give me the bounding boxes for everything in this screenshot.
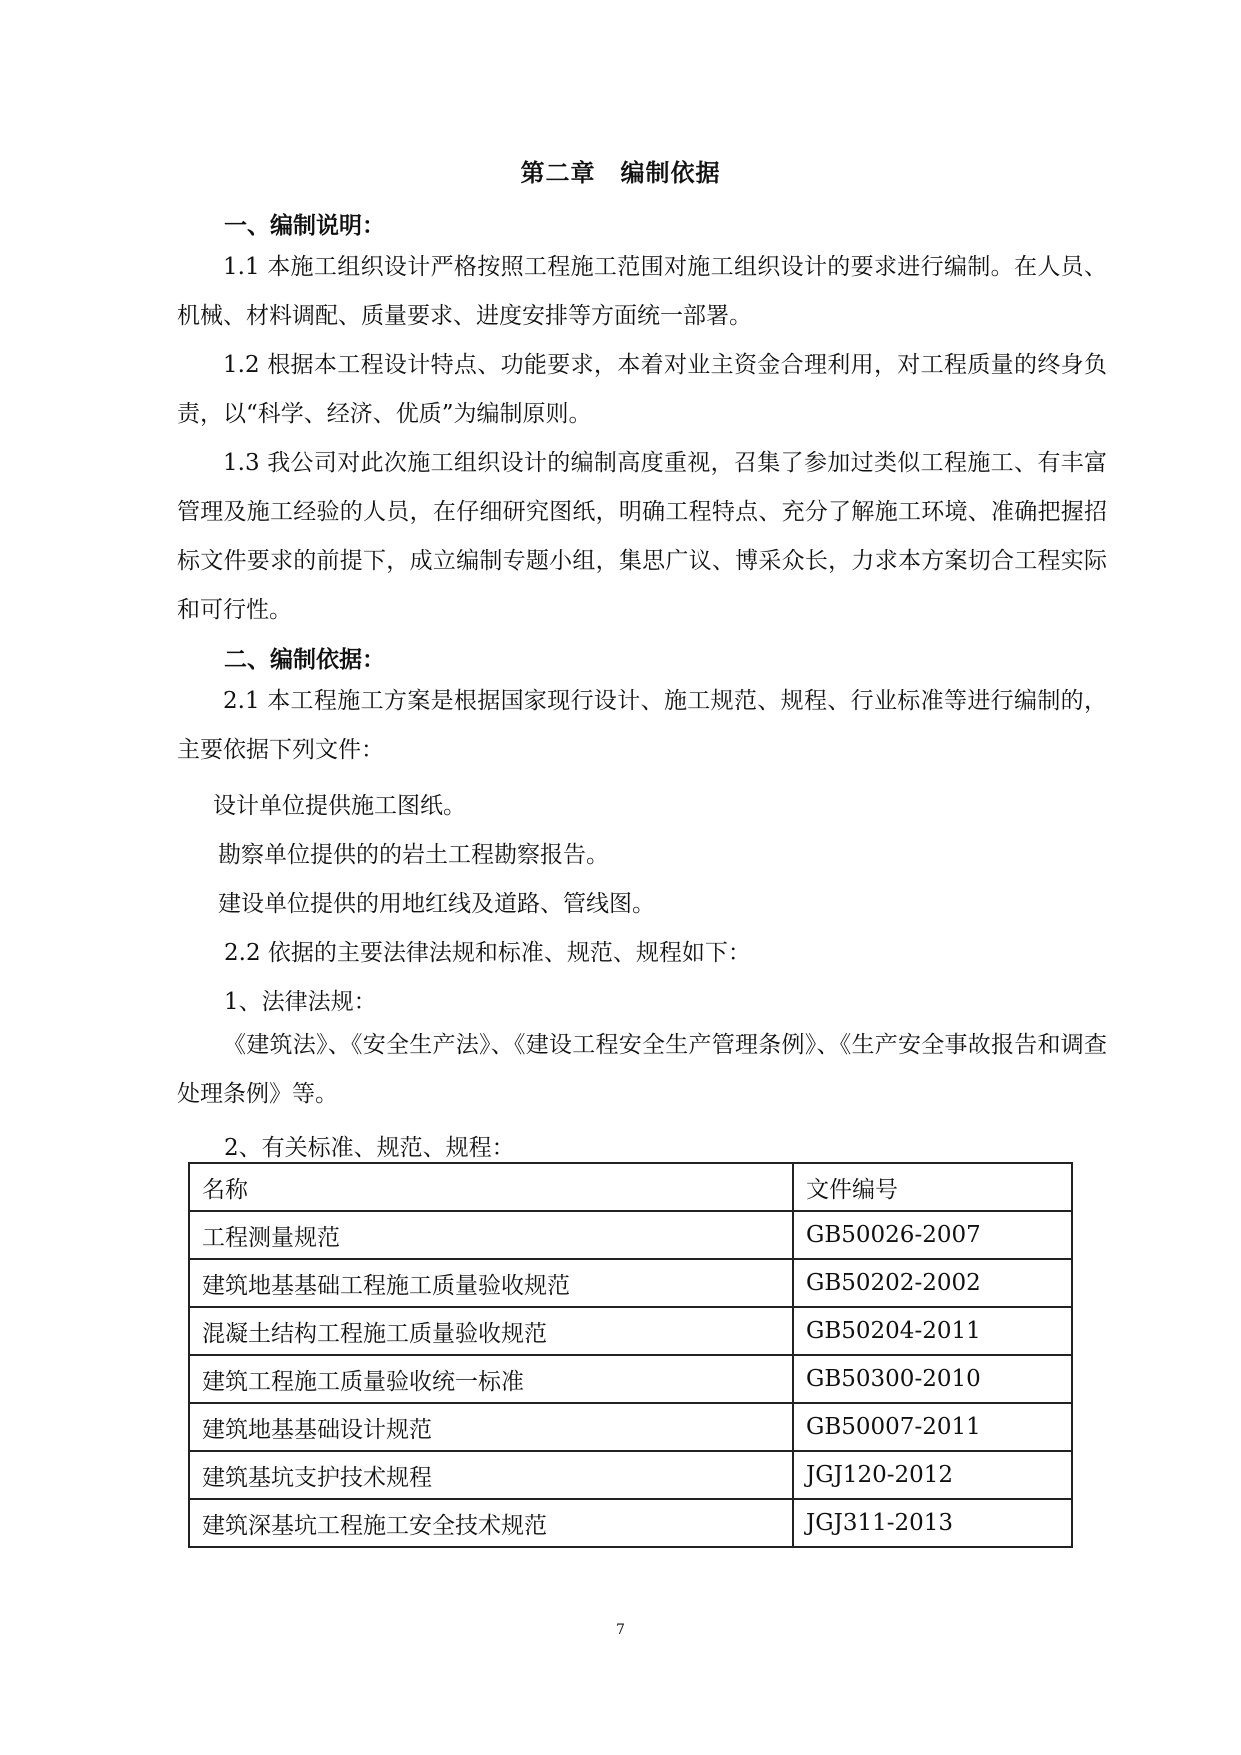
standards-heading: 2、有关标准、规范、规程： <box>224 1135 515 1161</box>
doc-item: 勘察单位提供的的岩土工程勘察报告。 <box>218 842 609 868</box>
section-heading-2: 二、编制依据： <box>224 647 385 673</box>
table-cell: GB50202-2002 <box>793 1259 1072 1307</box>
table-cell: 建筑基坑支护技术规程 <box>189 1451 793 1499</box>
laws-text: 《建筑法》、《安全生产法》、《建设工程安全生产管理条例》、《生产安全事故报告和调查处理条例》等。 <box>177 1032 1107 1107</box>
table-cell: GB50204-2011 <box>793 1307 1072 1355</box>
paragraph-1-2: 1.2 根据本工程设计特点、功能要求，本着对业主资金合理利用，对工程质量的终身负责，以“科学、经济、优质”为编制原则。 <box>177 352 1107 427</box>
doc-item: 建设单位提供的用地红线及道路、管线图。 <box>218 891 655 917</box>
table-row <box>189 1259 1072 1307</box>
standards-table <box>188 1162 1073 1548</box>
table-cell: JGJ311-2013 <box>793 1499 1072 1547</box>
table-cell: 建筑地基基础工程施工质量验收规范 <box>189 1259 793 1307</box>
paragraph-1-3: 1.3 我公司对此次施工组织设计的编制高度重视，召集了参加过类似工程施工、有丰富管理及施工经验的人员，在仔细研究图纸，明确工程特点、充分了解施工环境、准确把握招标文件要求的前提下，成立编制专题小组，集思广议、博采众长，力求本方案切合工程实际和可行性。 <box>177 450 1107 623</box>
table-row <box>189 1211 1072 1259</box>
table-cell: GB50007-2011 <box>793 1403 1072 1451</box>
table-header-cell: 名称 <box>189 1163 793 1211</box>
table-row <box>189 1451 1072 1499</box>
table-cell: 建筑地基基础设计规范 <box>189 1403 793 1451</box>
table-row <box>189 1355 1072 1403</box>
paragraph-1-1: 1.1 本施工组织设计严格按照工程施工范围对施工组织设计的要求进行编制。在人员、机械、材料调配、质量要求、进度安排等方面统一部署。 <box>177 254 1107 329</box>
table-row <box>189 1499 1072 1547</box>
chapter-title: 第二章 编制依据 <box>520 159 721 187</box>
table-cell: 建筑深基坑工程施工安全技术规范 <box>189 1499 793 1547</box>
table-cell: 建筑工程施工质量验收统一标准 <box>189 1355 793 1403</box>
laws-heading: 1、法律法规： <box>224 989 377 1015</box>
paragraph-2-2: 2.2 依据的主要法律法规和标准、规范、规程如下： <box>224 940 751 966</box>
table-cell: 混凝土结构工程施工质量验收规范 <box>189 1307 793 1355</box>
table-header-cell: 文件编号 <box>793 1163 1072 1211</box>
table-cell: 工程测量规范 <box>189 1211 793 1259</box>
table-cell: JGJ120-2012 <box>793 1451 1072 1499</box>
section-heading-1: 一、编制说明： <box>224 213 385 239</box>
paragraph-2-1: 2.1 本工程施工方案是根据国家现行设计、施工规范、规程、行业标准等进行编制的，主要依据下列文件： <box>177 688 1107 763</box>
table-row <box>189 1403 1072 1451</box>
table-row <box>189 1307 1072 1355</box>
table-cell: GB50026-2007 <box>793 1211 1072 1259</box>
doc-item: 设计单位提供施工图纸。 <box>213 793 466 819</box>
table-cell: GB50300-2010 <box>793 1355 1072 1403</box>
page-number: 7 <box>616 1622 625 1638</box>
table-header-row <box>189 1163 1072 1211</box>
